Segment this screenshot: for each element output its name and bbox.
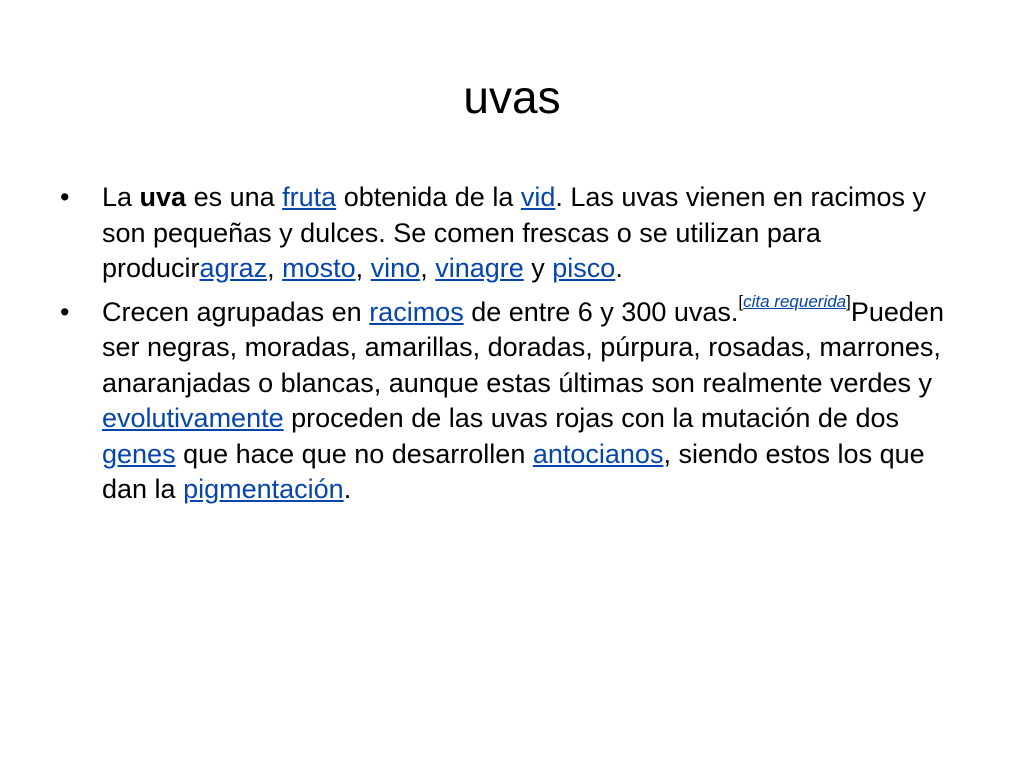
text-run: que hace que no desarrollen — [175, 438, 533, 469]
text-run: Crecen agrupadas en — [102, 296, 370, 327]
link-pigmentacion[interactable]: pigmentación — [183, 474, 344, 504]
citation-needed-note — [738, 292, 850, 311]
slide-body — [60, 180, 960, 516]
text-run: , — [267, 253, 283, 283]
link-vid[interactable]: vid — [520, 182, 556, 212]
bullet-icon: • — [60, 296, 70, 327]
link-vino[interactable]: vino — [370, 253, 421, 283]
bold-term-uva: uva — [139, 182, 187, 212]
link-genes[interactable]: genes — [102, 438, 176, 469]
link-mosto[interactable]: mosto — [282, 253, 356, 283]
link-antocianos[interactable]: antocianos — [532, 438, 664, 469]
text-run: . — [615, 253, 623, 283]
link-cita-requerida[interactable]: cita requerida — [743, 291, 847, 311]
link-evolutivamente[interactable]: evolutivamente — [102, 403, 284, 433]
text-run: La — [102, 182, 140, 212]
text-run: obtenida de la — [336, 182, 521, 212]
text-run: y — [523, 253, 553, 283]
text-run: . Las uvas vienen en racimos y son pequeñas y dulces. Se comen frescas o se utilizan para producir — [102, 182, 927, 283]
text-run: proceden de las uvas rojas con la mutación de dos — [283, 403, 899, 433]
citation-bracket-close: ] — [846, 291, 851, 311]
text-run: de entre 6 y 300 uvas. — [463, 296, 739, 327]
bullet-item-1 — [60, 180, 960, 287]
bullet-list — [60, 180, 960, 508]
slide-title: uvas — [463, 71, 561, 123]
text-run: . — [343, 474, 352, 504]
text-run: , — [355, 253, 371, 283]
citation-bracket-open: [ — [738, 291, 744, 311]
text-run: es una — [186, 182, 283, 212]
text-run: , — [420, 253, 436, 283]
link-pisco[interactable]: pisco — [552, 253, 616, 283]
text-run: Pueden ser negras, moradas, amarillas, doradas, púrpura, rosadas, marrones, anaranjadas o blancas, aunque estas últimas son realmente verdes y — [102, 296, 944, 398]
link-fruta[interactable]: fruta — [282, 182, 337, 212]
link-vinagre[interactable]: vinagre — [435, 253, 524, 283]
bullet-icon: • — [60, 182, 70, 212]
bullet-item-2 — [60, 291, 960, 508]
link-agraz[interactable]: agraz — [199, 253, 268, 283]
link-racimos[interactable]: racimos — [369, 296, 464, 327]
text-run: , siendo estos los que dan la — [102, 438, 925, 504]
